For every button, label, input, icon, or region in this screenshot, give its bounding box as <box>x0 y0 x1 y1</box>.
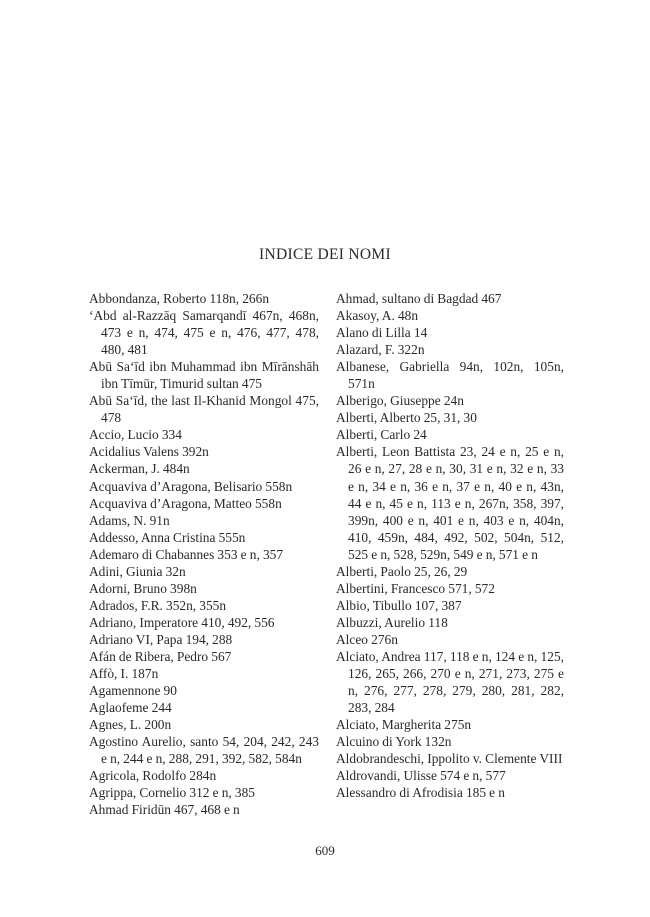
index-entry: Acquaviva d’Aragona, Matteo 558n <box>89 495 282 511</box>
index-entry: Abū Saʻīd ibn Muhammad ibn Mīrānshāh ibn Tīmūr, Timurid sultan 475 <box>89 359 319 392</box>
index-entry: Afán de Ribera, Pedro 567 <box>89 648 232 664</box>
index-entry: Aldobrandeschi, Ippolito v. Clemente VIII <box>336 751 563 767</box>
index-entry: Alciato, Margherita 275n <box>336 717 472 733</box>
index-entry: Alberigo, Giuseppe 24n <box>336 393 464 409</box>
right-column <box>336 290 564 801</box>
index-entry: Ackerman, J. 484n <box>89 461 190 477</box>
index-entry: Akasoy, A. 48n <box>336 308 419 324</box>
index-entry: ʻAbd al-Razzāq Samarqandī 467n, 468n, 473 e n, 474, 475 e n, 476, 477, 478, 480, 481 <box>89 308 319 358</box>
index-entry: Alberti, Alberto 25, 31, 30 <box>336 410 477 426</box>
index-entry: Aldrovandi, Ulisse 574 e n, 577 <box>336 768 506 784</box>
page-title: INDICE DEI NOMI <box>259 246 391 263</box>
index-entry: Alazard, F. 322n <box>336 342 425 358</box>
index-entry: Agamennone 90 <box>89 683 177 699</box>
index-entry: Alciato, Andrea 117, 118 e n, 124 e n, 125, 126, 265, 266, 270 e n, 271, 273, 275 e n, 276, 277, 278, 279, 280, 281, 282, 283, 284 <box>336 648 564 716</box>
index-entry: Adrados, F.R. 352n, 355n <box>89 597 227 613</box>
index-entry: Agnes, L. 200n <box>89 717 172 733</box>
index-entry: Aglaofeme 244 <box>89 700 172 716</box>
index-entry: Alberti, Leon Battista 23, 24 e n, 25 e n, 26 e n, 27, 28 e n, 30, 31 e n, 32 e n, 33 e n, 34 e n, 36 e n, 37 e n, 40 e n, 43n, 44 e n, 45 e n, 113 e n, 267n, 358, 397, 399n, 400 e n, 401 e n, 403 e n, 404n, 410, 459n, 484, 492, 502, 504n, 512, 525 e n, 528, 529n, 549 e n, 571 e n <box>336 444 564 562</box>
index-entry: Alano di Lilla 14 <box>336 325 428 341</box>
index-entry: Accio, Lucio 334 <box>89 427 182 443</box>
index-entry: Alessandro di Afrodisia 185 e n <box>336 785 505 801</box>
index-entry: Affò, I. 187n <box>89 666 159 682</box>
index-entry: Acquaviva d’Aragona, Belisario 558n <box>89 478 293 494</box>
index-entry: Albanese, Gabriella 94n, 102n, 105n, 571n <box>336 359 564 392</box>
index-entry: Albio, Tibullo 107, 387 <box>336 597 462 613</box>
index-entry: Abū Saʻīd, the last Il-Khanid Mongol 475, 478 <box>89 393 319 426</box>
page-number: 609 <box>315 843 335 858</box>
index-entry: Agostino Aurelio, santo 54, 204, 242, 243 e n, 244 e n, 288, 291, 392, 582, 584n <box>89 734 319 767</box>
index-entry: Ahmad Firidūn 467, 468 e n <box>89 802 240 818</box>
index-entry: Adriano VI, Papa 194, 288 <box>89 631 233 647</box>
index-entry: Alcuino di York 132n <box>336 734 452 750</box>
index-entry: Alceo 276n <box>336 631 398 647</box>
index-entry: Abbondanza, Roberto 118n, 266n <box>89 291 270 306</box>
index-entry: Alberti, Paolo 25, 26, 29 <box>336 563 468 579</box>
index-entry: Adams, N. 91n <box>89 512 170 528</box>
index-entry: Addesso, Anna Cristina 555n <box>89 529 246 545</box>
index-entry: Acidalius Valens 392n <box>89 444 209 460</box>
left-column <box>89 290 319 818</box>
index-entry: Alberti, Carlo 24 <box>336 427 427 443</box>
index-entry: Adriano, Imperatore 410, 492, 556 <box>89 614 275 630</box>
index-entry: Albuzzi, Aurelio 118 <box>336 614 448 630</box>
index-entry: Albertini, Francesco 571, 572 <box>336 580 495 596</box>
index-entry: Agricola, Rodolfo 284n <box>89 768 217 784</box>
index-entry: Adini, Giunia 32n <box>89 563 186 579</box>
index-entry: Adorni, Bruno 398n <box>89 580 197 596</box>
index-entry: Ahmad, sultano di Bagdad 467 <box>336 291 502 306</box>
index-entry: Ademaro di Chabannes 353 e n, 357 <box>89 546 284 562</box>
index-entry: Agrippa, Cornelio 312 e n, 385 <box>89 785 255 801</box>
